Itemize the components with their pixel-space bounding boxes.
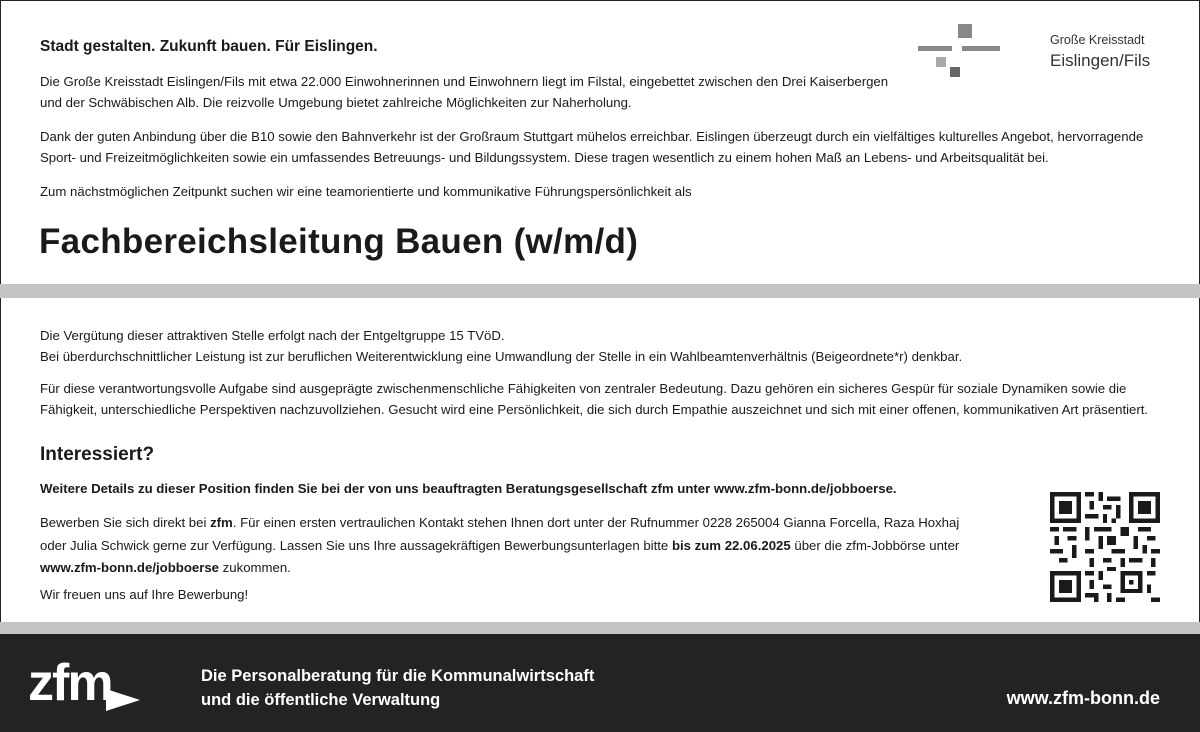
qr-code-icon[interactable]: [1050, 492, 1160, 602]
play-triangle-icon: [106, 689, 140, 711]
apply-url-link[interactable]: www.zfm-bonn.de/jobboerse: [40, 560, 220, 575]
zfm-logo: zfm: [28, 654, 112, 712]
logo-city-name: Eislingen/Fils: [1050, 51, 1151, 70]
pay-line-2: Bei überdurchschnittlicher Leistung ist zur beruflichen Weiterentwicklung eine Umwandlung der Stelle in ein Wahlbeamtenverhältnis (Beigeordnete*r) denkbar.: [40, 349, 963, 364]
apply-paragraph: Bewerben Sie sich direkt bei zfm. Für einen ersten vertraulichen Kontakt stehen Ihnen dort unter der Rufnummer 0228 265004 Gianna Forcella, Raza Hoxhaj oder Julia Schwick gerne zur Verfügung. Lassen Sie uns Ihre aussagekräftigen Bewerbungsunterlagen bitte bis zum 22.06.2025 über die zfm-Jobbörse unter www.zfm-bonn.de/jobboerse zukommen.: [40, 515, 960, 575]
eislingen-logo-icon: [918, 24, 1000, 78]
intro-paragraph-3: Zum nächstmöglichen Zeitpunkt suchen wir eine teamorientierte und kommunikative Führungspersönlichkeit als: [40, 184, 692, 199]
footer-tagline-2: und die öffentliche Verwaltung: [201, 691, 441, 709]
apply-deadline: bis zum 22.06.2025: [671, 537, 791, 553]
pay-paragraph: [40, 325, 1140, 367]
details-paragraph: Weitere Details zu dieser Position finden Sie bei der von uns beauftragten Beratungsgesellschaft zfm unter www.zfm-bonn.de/jobboerse.: [40, 481, 897, 496]
intro-paragraph-2: Dank der guten Anbindung über die B10 sowie den Bahnverkehr ist der Großraum Stuttgart mühelos erreichbar. Eislingen überzeugt durch ein vielfältiges kulturelles Angebot, hervorragende Sport- und Freizeitmöglichkeiten sowie ein umfassendes Betreuungs- und Bildungssystem. Diese tragen wesentlich zu einem hohen Maß an Lebens- und Arbeitsqualität bei.: [40, 129, 1144, 165]
header-section: [0, 0, 1200, 283]
tagline: Stadt gestalten. Zukunft bauen. Für Eislingen.: [40, 38, 378, 55]
intro-paragraph-1: Die Große Kreisstadt Eislingen/Fils mit etwa 22.000 Einwohnerinnen und Einwohnern liegt im Filstal, eingebettet zwischen den Drei Kaiserbergen und der Schwäbischen Alb. Die reizvolle Umgebung bietet zahlreiche Möglichkeiten zur Naherholung.: [40, 74, 889, 110]
footer-url-link[interactable]: www.zfm-bonn.de: [1006, 688, 1160, 708]
interested-heading: Interessiert?: [40, 444, 155, 465]
apply-zfm: zfm: [210, 515, 233, 530]
job-title: Fachbereichsleitung Bauen (w/m/d): [39, 222, 639, 261]
divider-top: [0, 284, 1200, 298]
footer: [0, 634, 1200, 732]
logo-subtitle: Große Kreisstadt: [1050, 33, 1145, 47]
divider-bottom: [0, 622, 1200, 634]
closing-line: Wir freuen uns auf Ihre Bewerbung!: [40, 587, 249, 602]
footer-tagline-1: Die Personalberatung für die Kommunalwirtschaft: [201, 667, 595, 685]
profile-paragraph: Für diese verantwortungsvolle Aufgabe sind ausgeprägte zwischenmenschliche Fähigkeiten von zentraler Bedeutung. Dazu gehören ein sicheres Gespür für soziale Dynamiken sowie die Fähigkeit, unterschiedliche Perspektiven nachzuvollziehen. Gesucht wird eine Persönlichkeit, die sich durch Empathie auszeichnet und sich mit einer offenen, kommunikativen Art präsentiert.: [40, 381, 1149, 417]
pay-line-1: Die Vergütung dieser attraktiven Stelle erfolgt nach der Entgeltgruppe 15 TVöD.: [40, 328, 505, 343]
